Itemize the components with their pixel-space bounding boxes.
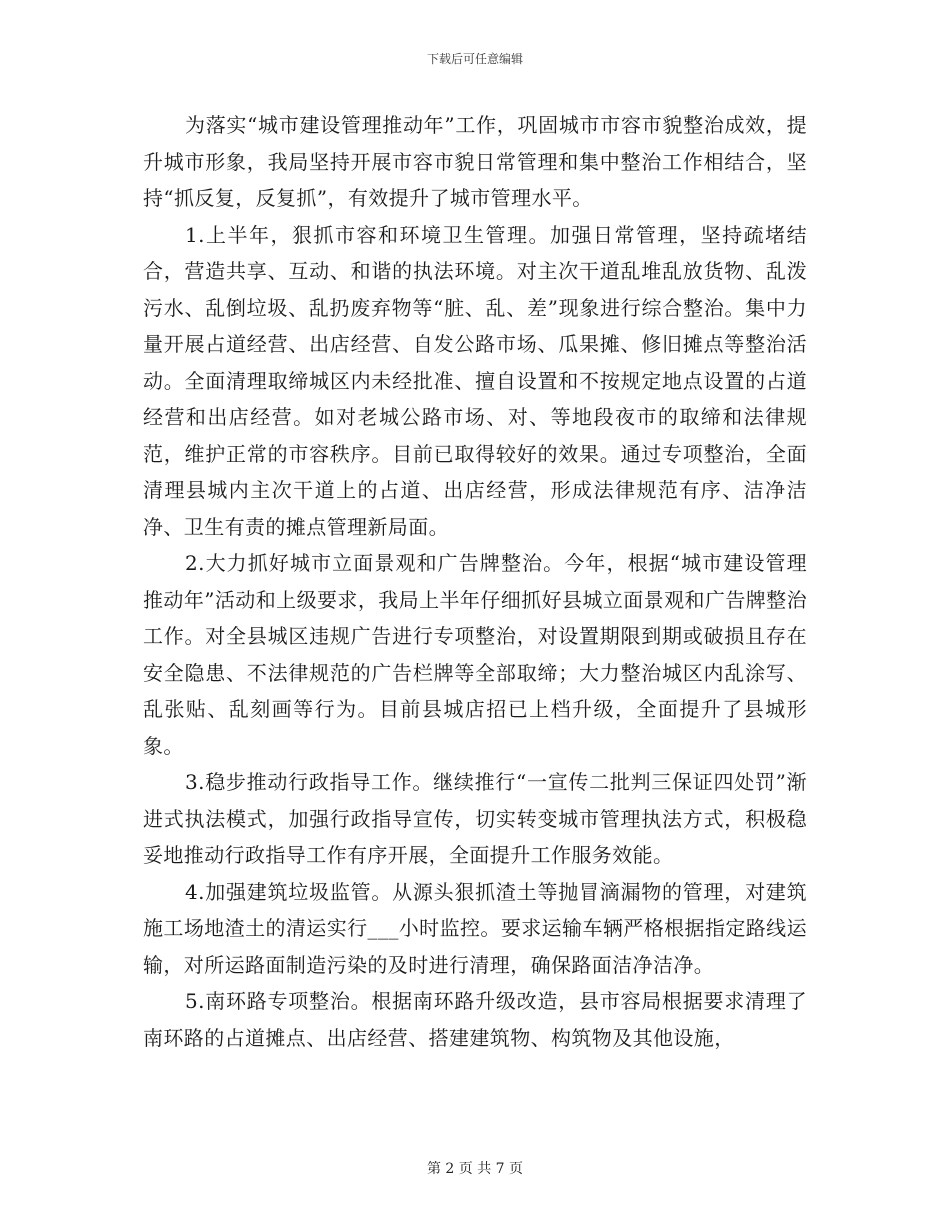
- page-header-note: 下载后可任意编辑: [426, 52, 523, 66]
- intro-paragraph: 为落实“城市建设管理推动年”工作，巩固城市市容市貌整治成效，提升城市形象，我局坚持开展市容市貌日常管理和集中整治工作相结合，坚持“抓反复，反复抓”，有效提升了城市管理水平。: [143, 113, 807, 210]
- section-5-paragraph: 5.南环路专项整治。根据南环路升级改造，县市容局根据要求清理了南环路的占道摊点、出店经营、搭建建筑物、构筑物及其他设施，: [143, 989, 807, 1050]
- section-3-paragraph: 3.稳步推动行政指导工作。继续推行“一宣传二批判三保证四处罚”渐进式执法模式，加强行政指导宣传，切实转变城市管理执法方式，积极稳妥地推动行政指导工作有序开展，全面提升工作服务效能。: [143, 770, 807, 867]
- document-body: [143, 107, 807, 1056]
- page-number: 第 2 页 共 7 页: [426, 1161, 524, 1177]
- section-4-paragraph: 4.加强建筑垃圾监管。从源头狠抓渣土等抛冒滴漏物的管理，对建筑施工场地渣土的清运实行___小时监控。要求运输车辆严格根据指定路线运输，对所运路面制造污染的及时进行清理，确保路面洁净洁净。: [143, 879, 807, 977]
- section-2-paragraph: 2.大力抓好城市立面景观和广告牌整治。今年，根据“城市建设管理推动年”活动和上级要求，我局上半年仔细抓好县城立面景观和广告牌整治工作。对全县城区违规广告进行专项整治，对设置期限到期或破损且存在安全隐患、不法律规范的广告栏牌等全部取缔；大力整治城区内乱涂写、乱张贴、乱刻画等行为。目前县城店招已上档升级，全面提升了县城形象。: [143, 551, 807, 758]
- section-1-paragraph: 1.上半年，狠抓市容和环境卫生管理。加强日常管理，坚持疏堵结合，营造共享、互动、和谐的执法环境。对主次干道乱堆乱放货物、乱泼污水、乱倒垃圾、乱扔废弃物等“脏、乱、差”现象进行综合整治。集中力量开展占道经营、出店经营、自发公路市场、瓜果摊、修旧摊点等整治活动。全面清理取缔城区内未经批准、擅自设置和不按规定地点设置的占道经营和出店经营。如对老城公路市场、对、等地段夜市的取缔和法律规范，维护正常的市容秩序。目前已取得较好的效果。通过专项整治，全面清理县城内主次干道上的占道、出店经营，形成法律规范有序、洁净洁净、卫生有责的摊点管理新局面。: [143, 222, 807, 539]
